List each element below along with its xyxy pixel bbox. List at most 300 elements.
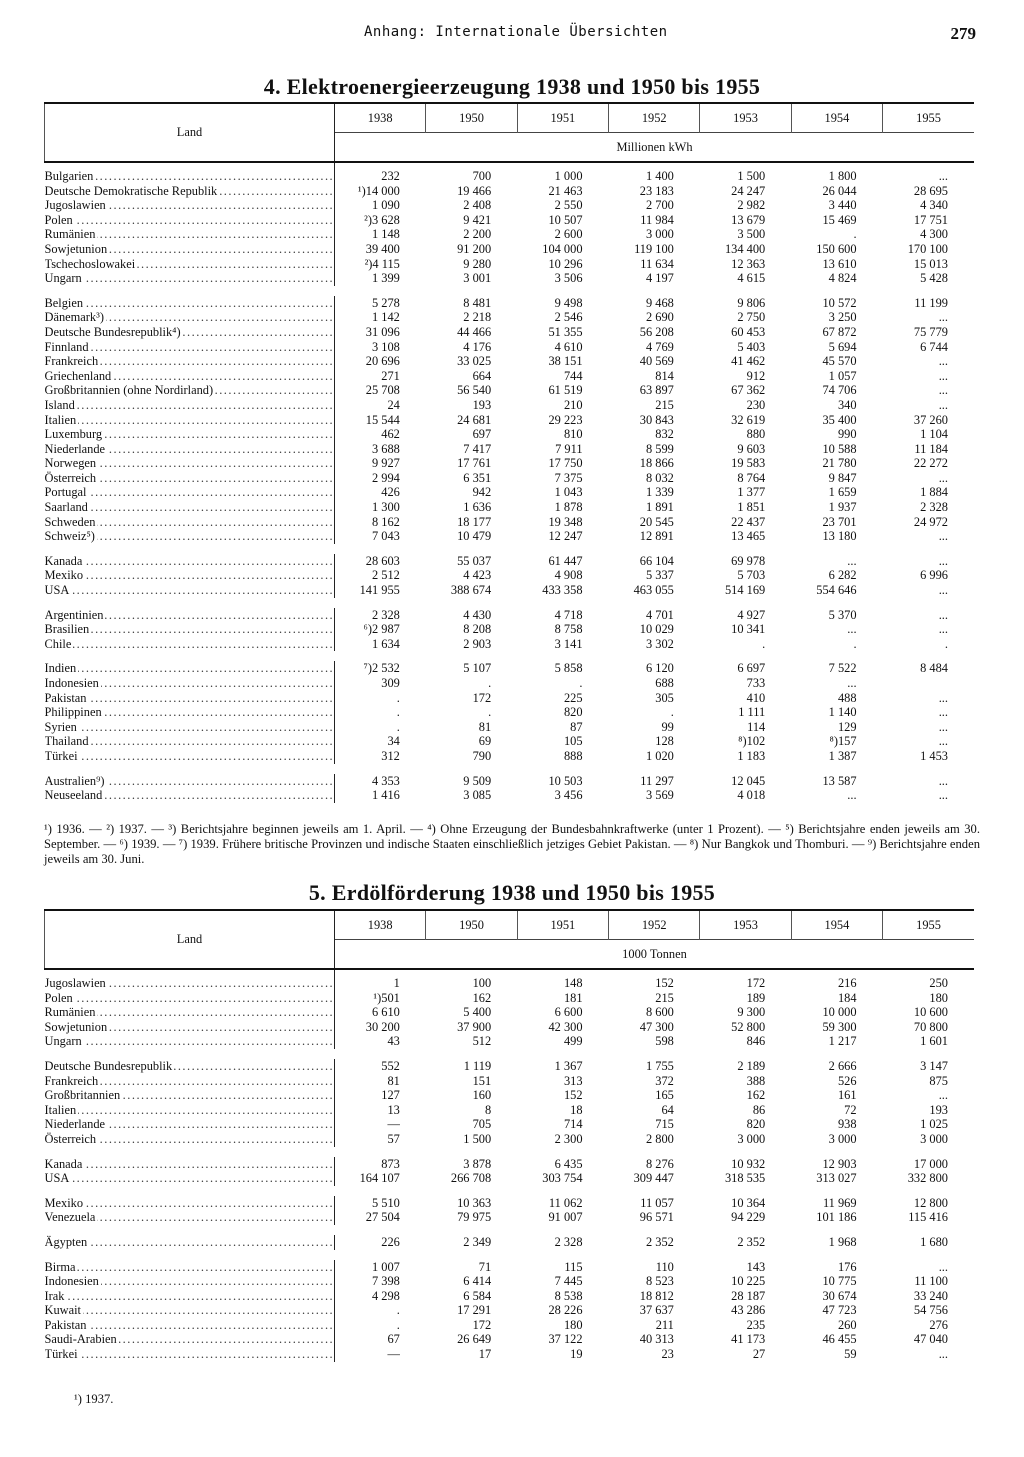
value-cell: 23 xyxy=(661,1347,674,1362)
value-cell: 814 xyxy=(655,368,674,383)
value-cell: 7 375 xyxy=(554,470,583,485)
group-spacer xyxy=(45,1250,975,1260)
value-cell: 45 570 xyxy=(822,354,857,369)
country-name: Ungarn ..... xyxy=(45,271,335,286)
table-row xyxy=(45,184,975,199)
value-cell: 9 847 xyxy=(828,470,857,485)
value-cell: 226 xyxy=(335,1235,426,1250)
value-cell: 2 408 xyxy=(463,198,492,213)
value-cell: ... xyxy=(938,705,948,720)
value-cell: 9 806 xyxy=(737,295,766,310)
value-cell: 552 xyxy=(335,1059,426,1074)
group-spacer xyxy=(45,1049,975,1059)
value-cell: 7 417 xyxy=(463,441,492,456)
value-cell: 942 xyxy=(472,485,492,500)
value-cell: 873 xyxy=(335,1157,426,1172)
table-row xyxy=(45,691,975,706)
value-cell: 61 447 xyxy=(548,553,583,568)
value-cell: 216 xyxy=(791,969,882,991)
value-cell: ... xyxy=(883,162,974,184)
value-cell: 3 250 xyxy=(828,310,857,325)
year-header-row xyxy=(45,910,975,940)
value-cell: 1 090 xyxy=(335,198,426,213)
value-cell: 10 363 xyxy=(457,1195,492,1210)
value-cell: 309 xyxy=(335,676,426,691)
value-cell: 94 229 xyxy=(731,1210,766,1225)
country-name: Saudi-Arabien ..... xyxy=(45,1332,335,1347)
value-cell: 10 503 xyxy=(548,773,583,788)
value-cell xyxy=(883,676,974,691)
value-cell: 37 122 xyxy=(548,1332,583,1347)
value-cell: 104 000 xyxy=(542,241,583,256)
oil-table xyxy=(44,909,974,1362)
country-name: Griechenland ..... xyxy=(45,369,335,384)
table-row xyxy=(45,1117,975,1132)
country-name: Mexiko ..... xyxy=(45,1196,335,1211)
value-cell: . xyxy=(335,705,426,720)
value-cell: 10 507 xyxy=(548,212,583,227)
value-cell: 1 119 xyxy=(463,1058,492,1073)
value-cell: 115 416 xyxy=(908,1210,948,1225)
value-cell: 55 037 xyxy=(457,553,492,568)
value-cell: 3 688 xyxy=(335,442,426,457)
value-cell: 10 932 xyxy=(731,1156,766,1171)
value-cell: 18 866 xyxy=(639,456,674,471)
value-cell: 5 400 xyxy=(463,1005,492,1020)
value-cell: 67 362 xyxy=(731,383,766,398)
country-name: Pakistan ..... xyxy=(45,1318,335,1333)
table-row xyxy=(45,310,975,325)
value-cell: 3 569 xyxy=(645,788,674,803)
value-cell: 6 697 xyxy=(737,661,766,676)
value-cell: 1 500 xyxy=(700,162,791,184)
value-cell: 17 xyxy=(478,1347,492,1362)
value-cell: 2 690 xyxy=(645,310,674,325)
value-cell: 12 903 xyxy=(822,1156,857,1171)
year-header-row xyxy=(45,103,975,133)
country-name: Deutsche Bundesrepublik⁴) ..... xyxy=(45,325,335,340)
table-row xyxy=(45,515,975,530)
value-cell: 28 226 xyxy=(548,1303,583,1318)
value-cell: 1 453 xyxy=(920,748,948,763)
value-cell: 1 400 xyxy=(609,162,700,184)
table-row xyxy=(45,969,975,991)
value-cell: 30 674 xyxy=(822,1288,857,1303)
value-cell: 143 xyxy=(746,1259,766,1274)
table-row xyxy=(45,568,975,583)
value-cell: 9 498 xyxy=(554,295,583,310)
value-cell: 6 351 xyxy=(463,470,492,485)
table-row xyxy=(45,1171,975,1186)
value-cell: 313 xyxy=(563,1073,583,1088)
value-cell: 17 761 xyxy=(457,456,492,471)
value-cell: 181 xyxy=(563,990,583,1005)
table-row xyxy=(45,1332,975,1347)
country-name: Island ..... xyxy=(45,398,335,413)
value-cell: 127 xyxy=(335,1088,426,1103)
value-cell: 165 xyxy=(655,1088,674,1103)
value-cell: 1 377 xyxy=(737,485,766,500)
year-header: 1954 xyxy=(791,103,882,133)
country-name: Sowjetunion ..... xyxy=(45,242,335,257)
table-row xyxy=(45,471,975,486)
value-cell: 12 045 xyxy=(731,773,766,788)
country-name: Neuseeland ..... xyxy=(45,788,335,803)
value-cell: 3 000 xyxy=(737,1131,766,1146)
table-row xyxy=(45,774,975,789)
value-cell: 1 183 xyxy=(737,748,766,763)
value-cell: 27 504 xyxy=(335,1210,426,1225)
value-cell: 5 428 xyxy=(920,271,948,286)
value-cell: 47 300 xyxy=(639,1019,674,1034)
value-cell: 410 xyxy=(746,690,766,705)
value-cell: 11 057 xyxy=(640,1195,674,1210)
value-cell: 303 754 xyxy=(542,1171,583,1186)
country-name: Brasilien ..... xyxy=(45,622,335,637)
value-cell: 3 500 xyxy=(737,227,766,242)
value-cell: 4 824 xyxy=(828,271,857,286)
value-cell: 1 217 xyxy=(828,1034,857,1049)
value-cell: 6 120 xyxy=(645,661,674,676)
value-cell: 56 540 xyxy=(457,383,492,398)
value-cell: 128 xyxy=(655,734,674,749)
value-cell: 41 173 xyxy=(731,1332,766,1347)
value-cell: 25 708 xyxy=(335,383,426,398)
table-row xyxy=(45,1034,975,1049)
table-row xyxy=(45,734,975,749)
value-cell: — xyxy=(335,1347,426,1362)
value-cell: 160 xyxy=(472,1088,492,1103)
value-cell: ²)3 628 xyxy=(335,213,426,228)
value-cell: 180 xyxy=(929,990,948,1005)
country-name: Bulgarien ..... xyxy=(45,162,335,184)
value-cell: 3 000 xyxy=(828,1131,857,1146)
value-cell: 51 355 xyxy=(548,324,583,339)
country-name: Deutsche Demokratische Republik ..... xyxy=(45,184,335,199)
country-name: Dänemark³) ..... xyxy=(45,310,335,325)
value-cell: ... xyxy=(938,397,948,412)
year-header: 1952 xyxy=(609,103,700,133)
value-cell: 59 xyxy=(844,1347,857,1362)
country-name: Tschechoslowakei ..... xyxy=(45,257,335,272)
value-cell: 150 600 xyxy=(816,241,857,256)
table-row xyxy=(45,442,975,457)
value-cell: 266 708 xyxy=(450,1171,492,1186)
country-name: Saarland ..... xyxy=(45,500,335,515)
value-cell: 10 000 xyxy=(822,1005,857,1020)
value-cell: . xyxy=(488,705,492,720)
value-cell: 499 xyxy=(563,1034,583,1049)
value-cell: 162 xyxy=(472,990,492,1005)
value-cell: 10 341 xyxy=(731,622,766,637)
value-cell: 17 750 xyxy=(548,456,583,471)
table-row xyxy=(45,485,975,500)
value-cell: 91 007 xyxy=(548,1210,583,1225)
table-row xyxy=(45,991,975,1006)
country-name: Thailand ..... xyxy=(45,734,335,749)
value-cell: 8 481 xyxy=(463,295,492,310)
country-name: Kanada ..... xyxy=(45,554,335,569)
value-cell: 74 706 xyxy=(822,383,857,398)
table-row xyxy=(45,198,975,213)
value-cell: 7 398 xyxy=(335,1274,426,1289)
country-name: Kuwait ..... xyxy=(45,1303,335,1318)
value-cell: 23 183 xyxy=(639,183,674,198)
value-cell: 714 xyxy=(563,1117,583,1132)
value-cell: 9 603 xyxy=(737,441,766,456)
value-cell: 11 969 xyxy=(822,1195,857,1210)
table-row xyxy=(45,1088,975,1103)
value-cell: 15 469 xyxy=(822,212,857,227)
value-cell: 1 636 xyxy=(463,500,492,515)
value-cell: 152 xyxy=(609,969,700,991)
value-cell: 176 xyxy=(837,1259,857,1274)
value-cell: 6 996 xyxy=(920,568,948,583)
value-cell: 170 100 xyxy=(907,241,948,256)
value-cell: ⁶)2 987 xyxy=(335,622,426,637)
value-cell: 35 400 xyxy=(822,412,857,427)
value-cell: 11 062 xyxy=(548,1195,583,1210)
value-cell: 2 700 xyxy=(645,198,674,213)
value-cell: 8 032 xyxy=(645,470,674,485)
value-cell: 3 506 xyxy=(554,271,583,286)
value-cell: 101 186 xyxy=(816,1210,857,1225)
value-cell: 11 297 xyxy=(640,773,674,788)
value-cell: 47 040 xyxy=(913,1332,948,1347)
country-name: Irak ..... xyxy=(45,1289,335,1304)
value-cell: 598 xyxy=(655,1034,674,1049)
value-cell: 1 416 xyxy=(335,788,426,803)
value-cell: 43 286 xyxy=(731,1303,766,1318)
country-name: Luxemburg ..... xyxy=(45,427,335,442)
value-cell: 526 xyxy=(837,1073,857,1088)
value-cell: 1 884 xyxy=(920,485,948,500)
value-cell: 44 466 xyxy=(457,324,492,339)
value-cell: 34 xyxy=(335,734,426,749)
value-cell: 172 xyxy=(472,690,492,705)
value-cell: 2 328 xyxy=(335,608,426,623)
value-cell: 115 xyxy=(564,1259,583,1274)
value-cell: ... xyxy=(938,773,948,788)
value-cell: 37 637 xyxy=(639,1303,674,1318)
country-name: Venezuela ..... xyxy=(45,1210,335,1225)
year-header: 1954 xyxy=(791,910,882,940)
value-cell: 10 479 xyxy=(457,529,492,544)
value-cell: . xyxy=(579,676,583,690)
value-cell: 81 xyxy=(478,719,492,734)
value-cell: 271 xyxy=(335,369,426,384)
country-name: Philippinen ..... xyxy=(45,705,335,720)
table-row xyxy=(45,162,975,184)
value-cell: 22 272 xyxy=(913,456,948,471)
value-cell: ⁸)102 xyxy=(738,734,766,749)
value-cell: 22 437 xyxy=(731,514,766,529)
value-cell: 2 328 xyxy=(554,1234,583,1249)
value-cell: 8 162 xyxy=(335,515,426,530)
value-cell: ... xyxy=(938,1259,948,1274)
table-row xyxy=(45,325,975,340)
value-cell: 5 694 xyxy=(828,339,857,354)
value-cell: 4 769 xyxy=(645,339,674,354)
value-cell: 1 659 xyxy=(828,485,857,500)
value-cell: 9 421 xyxy=(463,212,492,227)
value-cell: 162 xyxy=(746,1088,766,1103)
country-name: Italien ..... xyxy=(45,413,335,428)
value-cell: 2 512 xyxy=(335,568,426,583)
value-cell: 63 897 xyxy=(639,383,674,398)
table-row xyxy=(45,554,975,569)
value-cell: 5 278 xyxy=(335,296,426,311)
value-cell: 1 500 xyxy=(463,1131,492,1146)
value-cell: 4 176 xyxy=(463,339,492,354)
value-cell: 15 013 xyxy=(913,256,948,271)
value-cell: 5 403 xyxy=(737,339,766,354)
table-row xyxy=(45,788,975,803)
value-cell: 3 001 xyxy=(463,271,492,286)
group-spacer xyxy=(45,651,975,661)
table-row xyxy=(45,1210,975,1225)
value-cell: 820 xyxy=(563,705,583,720)
value-cell: 18 812 xyxy=(639,1288,674,1303)
value-cell: 19 xyxy=(570,1347,583,1362)
value-cell: 86 xyxy=(752,1102,766,1117)
value-cell: 340 xyxy=(837,397,857,412)
value-cell: 1 937 xyxy=(828,500,857,515)
value-cell: ... xyxy=(938,354,948,369)
value-cell: 332 800 xyxy=(907,1171,948,1186)
table-row xyxy=(45,296,975,311)
year-header: 1953 xyxy=(700,910,791,940)
table-row xyxy=(45,705,975,720)
country-name: Jugoslawien ..... xyxy=(45,198,335,213)
value-cell: 61 519 xyxy=(548,383,583,398)
table-row xyxy=(45,1132,975,1147)
value-cell: 1 057 xyxy=(828,368,857,383)
value-cell: 193 xyxy=(472,397,492,412)
value-cell: 744 xyxy=(563,368,583,383)
value-cell: 40 313 xyxy=(639,1332,674,1347)
value-cell: . xyxy=(488,676,492,690)
value-cell: 18 xyxy=(570,1102,583,1117)
value-cell: 4 718 xyxy=(554,607,583,622)
value-cell: 81 xyxy=(335,1074,426,1089)
table-row xyxy=(45,1260,975,1275)
country-name: Polen ..... xyxy=(45,991,335,1006)
value-cell: 60 453 xyxy=(731,324,766,339)
value-cell: 64 xyxy=(661,1102,674,1117)
country-name: Birma ..... xyxy=(45,1260,335,1275)
country-name: USA ..... xyxy=(45,1171,335,1186)
value-cell: 75 779 xyxy=(913,324,948,339)
value-cell: 912 xyxy=(746,368,766,383)
country-name: Mexiko ..... xyxy=(45,568,335,583)
value-cell: 462 xyxy=(335,427,426,442)
table-row xyxy=(45,354,975,369)
country-name: Österreich ..... xyxy=(45,471,335,486)
value-cell: 19 466 xyxy=(457,183,492,198)
value-cell: ... xyxy=(938,607,948,622)
value-cell: 4 927 xyxy=(737,607,766,622)
year-header: 1950 xyxy=(426,103,517,133)
country-name: Polen ..... xyxy=(45,213,335,228)
value-cell: 235 xyxy=(746,1317,766,1332)
value-cell: ... xyxy=(938,529,948,544)
value-cell: 28 603 xyxy=(335,554,426,569)
value-cell: 54 756 xyxy=(913,1303,948,1318)
value-cell: 1 111 xyxy=(738,705,766,720)
value-cell: 1 007 xyxy=(335,1260,426,1275)
value-cell: 820 xyxy=(746,1117,766,1132)
value-cell: 3 141 xyxy=(554,636,583,651)
value-cell: 6 600 xyxy=(554,1005,583,1020)
value-cell: 276 xyxy=(929,1317,948,1332)
group-spacer xyxy=(45,1225,975,1235)
value-cell: 31 096 xyxy=(335,325,426,340)
table-row xyxy=(45,413,975,428)
value-cell: 10 600 xyxy=(913,1005,948,1020)
value-cell: 990 xyxy=(837,427,857,442)
country-name: Jugoslawien ..... xyxy=(45,969,335,991)
value-cell: 6 744 xyxy=(920,339,948,354)
table-row xyxy=(45,1274,975,1289)
value-cell: 1 020 xyxy=(645,748,674,763)
year-header: 1953 xyxy=(700,103,791,133)
value-cell: 305 xyxy=(655,690,674,705)
value-cell: . xyxy=(335,1318,426,1333)
value-cell: 700 xyxy=(426,162,517,184)
value-cell: 11 100 xyxy=(914,1274,948,1289)
value-cell: ... xyxy=(847,553,857,568)
table-row xyxy=(45,583,975,598)
country-name: Großbritannien (ohne Nordirland) ..... xyxy=(45,383,335,398)
value-cell: 79 975 xyxy=(457,1210,492,1225)
value-cell: 10 775 xyxy=(822,1274,857,1289)
value-cell: 2 666 xyxy=(828,1058,857,1073)
value-cell: 3 456 xyxy=(554,788,583,803)
year-header: 1951 xyxy=(517,910,608,940)
value-cell: 426 xyxy=(335,485,426,500)
value-cell: 40 569 xyxy=(639,354,674,369)
section-4-footnotes: ¹) 1936. — ²) 1937. — ³) Berichtsjahre beginnen jeweils am 1. April. — ⁴) Ohne Erzeugung der Bundesbahnkraftwerke (unter 1 Prozent). — ⁵) Berichtsjahre enden jeweils am 30. September. — ⁶) 1939. — ⁷) 1939. Frühere britische Provinzen und indische Staaten einschließlich jetziges Gebiet Pakistan. — ⁸) Nur Bangkok und Thomburi. — ⁹) Berichtsjahre enden jeweils am 30. Juni. xyxy=(44,822,980,866)
table-row xyxy=(45,1347,975,1362)
value-cell: 1 800 xyxy=(791,162,882,184)
unit-label: 1000 Tonnen xyxy=(335,940,975,970)
value-cell: 21 463 xyxy=(548,183,583,198)
table-row xyxy=(45,1289,975,1304)
value-cell: 180 xyxy=(563,1317,583,1332)
value-cell: 2 189 xyxy=(737,1058,766,1073)
value-cell: 2 300 xyxy=(554,1131,583,1146)
value-cell: 512 xyxy=(472,1034,492,1049)
value-cell: 5 510 xyxy=(335,1196,426,1211)
group-spacer xyxy=(45,598,975,608)
table-row xyxy=(45,720,975,735)
value-cell: 11 984 xyxy=(640,212,674,227)
unit-label: Millionen kWh xyxy=(335,133,975,163)
table-row xyxy=(45,661,975,676)
value-cell: 114 xyxy=(747,719,766,734)
value-cell: 309 447 xyxy=(633,1171,674,1186)
value-cell: 1 399 xyxy=(335,271,426,286)
value-cell: 9 927 xyxy=(335,456,426,471)
country-name: Frankreich ..... xyxy=(45,1074,335,1089)
running-title: Anhang: Internationale Übersichten xyxy=(364,24,668,40)
value-cell: 215 xyxy=(655,397,674,412)
value-cell: 12 891 xyxy=(639,529,674,544)
value-cell: 43 xyxy=(335,1034,426,1049)
value-cell: 488 xyxy=(837,690,857,705)
value-cell: ... xyxy=(938,368,948,383)
